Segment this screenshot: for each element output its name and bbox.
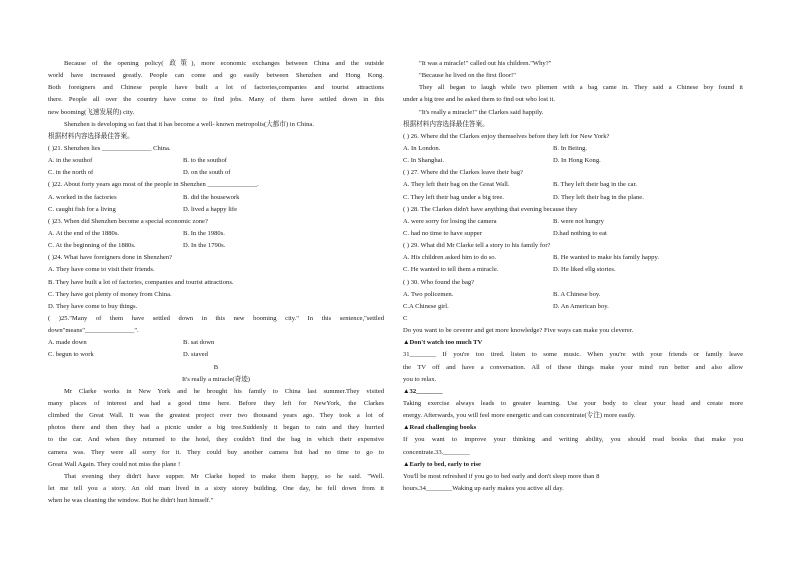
option-b: B. He wanted to make his family happy. xyxy=(553,254,659,262)
question-28-options xyxy=(403,228,743,240)
question-26-options xyxy=(403,155,743,167)
option-a: A. They have come to visit their friends. xyxy=(48,266,155,274)
passage-b-line: under a big tree and he asked them to find out who lost it. xyxy=(403,96,555,104)
option-d: D. In Hong Kong. xyxy=(553,157,601,165)
option-c: C. begun to work xyxy=(48,351,94,359)
option-b: B. They have built a lot of factories, companies and tourist attractions. xyxy=(48,278,234,286)
section-b-heading: B xyxy=(213,363,219,371)
option-c: C. He wanted to tell them a miracle. xyxy=(403,266,499,274)
passage-c-line: 31________ If you're too tired. listen to some music. When you're with your friends or family leave xyxy=(403,351,743,359)
option-a: A. In London. xyxy=(403,144,441,152)
question-25-options xyxy=(48,337,384,349)
passage-a-line: there. People all over the country have come to find jobs. Many of them have settled down in this xyxy=(48,96,384,104)
question-29-options xyxy=(403,264,743,276)
option-b: B. did the housework xyxy=(183,193,240,201)
option-a: A. At the end of the 1880s. xyxy=(48,229,120,237)
option-c: C.A Chinese girl. xyxy=(403,302,449,310)
option-d: D. He liked ellg stories. xyxy=(553,266,616,274)
option-d: D.had nothing to eat xyxy=(553,229,607,237)
option-a: A. worked in the factories xyxy=(48,193,117,201)
passage-b-line: They all began to laugh while two pliemen with a bag came in. They said a Chinese boy found it xyxy=(419,84,743,92)
passage-b-line: "It's really a miracle!" the Clarkes said happily. xyxy=(419,108,544,116)
passage-b-line: That evening they didn't have supper. Mr Clarke hoped to make them happy, so he said. "Well. xyxy=(64,472,384,480)
passage-a-line: Because of the opening policy( 政策), more economic exchanges between China and the outside xyxy=(64,60,384,67)
passage-b-line: to the car. And when they returned to the hotel, they couldn't find the bag in which their expensive xyxy=(48,436,384,444)
instruction: 根据材料内容选择最佳答案。 xyxy=(403,120,489,128)
option-b: B. to the southof xyxy=(183,157,227,165)
option-c: C. They left their bag under a big tree. xyxy=(403,193,504,201)
option-d: D. lived a happy life xyxy=(183,205,238,213)
passage-c-heading: ▲32________ xyxy=(403,387,443,395)
question-27-stem: ( ) 27. Where did the Clarkes leave their bag? xyxy=(403,169,523,177)
passage-c-line: concentrate.33.________ xyxy=(403,448,470,456)
option-c: C. caught fish for a living xyxy=(48,205,116,213)
passage-c-line: you to relax. xyxy=(403,375,437,383)
right-column xyxy=(403,58,743,495)
option-b: B. In Beiing. xyxy=(553,144,588,152)
question-25-stem: ( )25."Many of them have settled down in this new booming city." In this sentence,"settled xyxy=(48,314,384,322)
question-26-options xyxy=(403,143,743,155)
question-21-stem: ( )21. Shenzhen lies _______________ China. xyxy=(48,144,171,152)
option-b: B. were not hungry xyxy=(553,217,604,225)
section-c-heading: C xyxy=(403,314,408,322)
question-23-options xyxy=(48,228,384,240)
passage-b-line: when he was cleaning the window. But he didn't hurt himself." xyxy=(48,497,214,505)
passage-b-line: many places of interest and had a good time here. Before they left for NewYork, the Clarkes xyxy=(48,399,384,407)
option-a: A. were sorry for losing the camera xyxy=(403,217,497,225)
question-29-options xyxy=(403,252,743,264)
option-d: D. on the south of xyxy=(183,169,231,177)
option-c: C. At the beginning of the 1880s. xyxy=(48,242,136,250)
question-28-options xyxy=(403,216,743,228)
option-d: D. An American boy. xyxy=(553,302,609,310)
option-d: D. They have come to buy things. xyxy=(48,302,138,310)
passage-b-line: let me tell you a story. An old man lived in a sixty storey building. One day, he fell down from it xyxy=(48,484,384,492)
option-d: D. In the 1790s. xyxy=(183,242,226,250)
question-22-options xyxy=(48,204,384,216)
passage-b-line: Mr Clarke works in New York and he brought his family to China last summer.They visited xyxy=(64,387,384,395)
option-a: A. made down xyxy=(48,339,87,347)
question-23-options xyxy=(48,240,384,252)
option-c: C. In Shanghai. xyxy=(403,157,445,165)
option-d: D. They left their bag in the plane. xyxy=(553,193,644,201)
left-column xyxy=(48,58,384,507)
option-c: C. They have got plenty of money from China. xyxy=(48,290,172,298)
question-30-options xyxy=(403,301,743,313)
question-25-options xyxy=(48,349,384,361)
option-b: B. They left their bag in the car. xyxy=(553,181,637,189)
question-22-stem: ( )22. About forty years ago most of the people in Shenzhen _______________. xyxy=(48,181,259,189)
passage-a-line: world have increased greatly. People can come and go easily between Shenzhen and Hong Kong. xyxy=(48,72,384,80)
option-b: B. sat down xyxy=(183,339,215,347)
question-21-options xyxy=(48,155,384,167)
passage-c-line: Taking exercise always leads to greater learning. Use your body to clear your head and create more xyxy=(403,399,743,407)
passage-b-line: photos there and then they had a picnic under a big tree.Suddenly it began to rain and they hurried xyxy=(48,424,384,432)
option-a: A. They left their bag on the Great Wall. xyxy=(403,181,510,189)
question-24-stem: ( )24. What have foreigners done in Shenzhen? xyxy=(48,254,173,262)
option-a: A. Two policemen. xyxy=(403,290,454,298)
option-b: B. A Chinese boy. xyxy=(553,290,601,298)
option-a: A. His children asked him to do so. xyxy=(403,254,497,262)
option-c: C. in the north of xyxy=(48,169,94,177)
passage-b-line: climbed the Great Wall. It was the greatest project over two thousand years ago. They took a lot of xyxy=(48,412,384,420)
passage-a-line: Both foreigners and Chinese people have built a lot of factories,companies and tourist attractions xyxy=(48,84,384,92)
question-28-stem: ( ) 28. The Clarkes didn't have anything that evening because they xyxy=(403,205,578,213)
passage-c-heading: ▲Read challenging books xyxy=(403,424,477,432)
passage-c-heading: ▲Don't watch too much TV xyxy=(403,339,483,347)
passage-b-line: Great Wall Again. They could not miss the plane ! xyxy=(48,460,181,468)
passage-c-line: If you want to improve your thinking and writing ability, you should read books that make you xyxy=(403,436,743,444)
passage-c-line: You'll be most refreshed if you go to bed early and don't sleep more than 8 xyxy=(403,472,600,480)
passage-c-line: the TV off and have a conversation. All of these things make your mind run better and also allow xyxy=(403,363,743,371)
question-30-options xyxy=(403,289,743,301)
passage-b-line: "Because he lived on the first floor!" xyxy=(419,72,516,80)
option-c: C. had no time to have supper xyxy=(403,229,482,237)
question-25-stem: down"means"_______________". xyxy=(48,327,139,335)
passage-c-line: energy. Afterwards, you will feel more energetic and can concentrate(专注) more easily. xyxy=(403,412,636,420)
question-22-options xyxy=(48,192,384,204)
passage-c-line: hours.34________Waking up early makes you active all day. xyxy=(403,484,564,492)
instruction: 根据材料内容选择最佳答案。 xyxy=(48,132,134,140)
passage-a-line: new booming(飞速发展的) city. xyxy=(48,108,135,116)
option-d: D. staved xyxy=(183,351,208,359)
option-a: A. in the southof xyxy=(48,157,93,165)
passage-c-heading: ▲Early to bed, early to rise xyxy=(403,460,481,468)
passage-a-line: Shenzhen is developing so fast that it has become a well- known metropolis(大都市) in China. xyxy=(64,120,314,128)
passage-c-intro: Do you want to be ceverer and get more knowledge? Five ways can make you cleverer. xyxy=(403,327,634,335)
passage-b-line: "It was a miracle!" called out his children."Why?" xyxy=(419,60,552,67)
option-b: B. In the 1980s. xyxy=(183,229,225,237)
passage-b-title: It's really a miracle(奇迹) xyxy=(181,375,250,383)
question-26-stem: ( ) 26. Where did the Clarkes enjoy themselves before they left for New York? xyxy=(403,132,610,140)
question-27-options xyxy=(403,192,743,204)
question-27-options xyxy=(403,179,743,191)
question-29-stem: ( ) 29. What did Mr Clarke tell a story to his family for? xyxy=(403,242,551,250)
question-30-stem: ( ) 30. Who found the bag? xyxy=(403,278,475,286)
passage-b-line: camera was. They were all sorry for it. They could buy another camera but had no time to go to xyxy=(48,448,384,456)
question-21-options xyxy=(48,167,384,179)
question-23-stem: ( )23. When did Shenzhen become a special economic zone? xyxy=(48,217,208,225)
